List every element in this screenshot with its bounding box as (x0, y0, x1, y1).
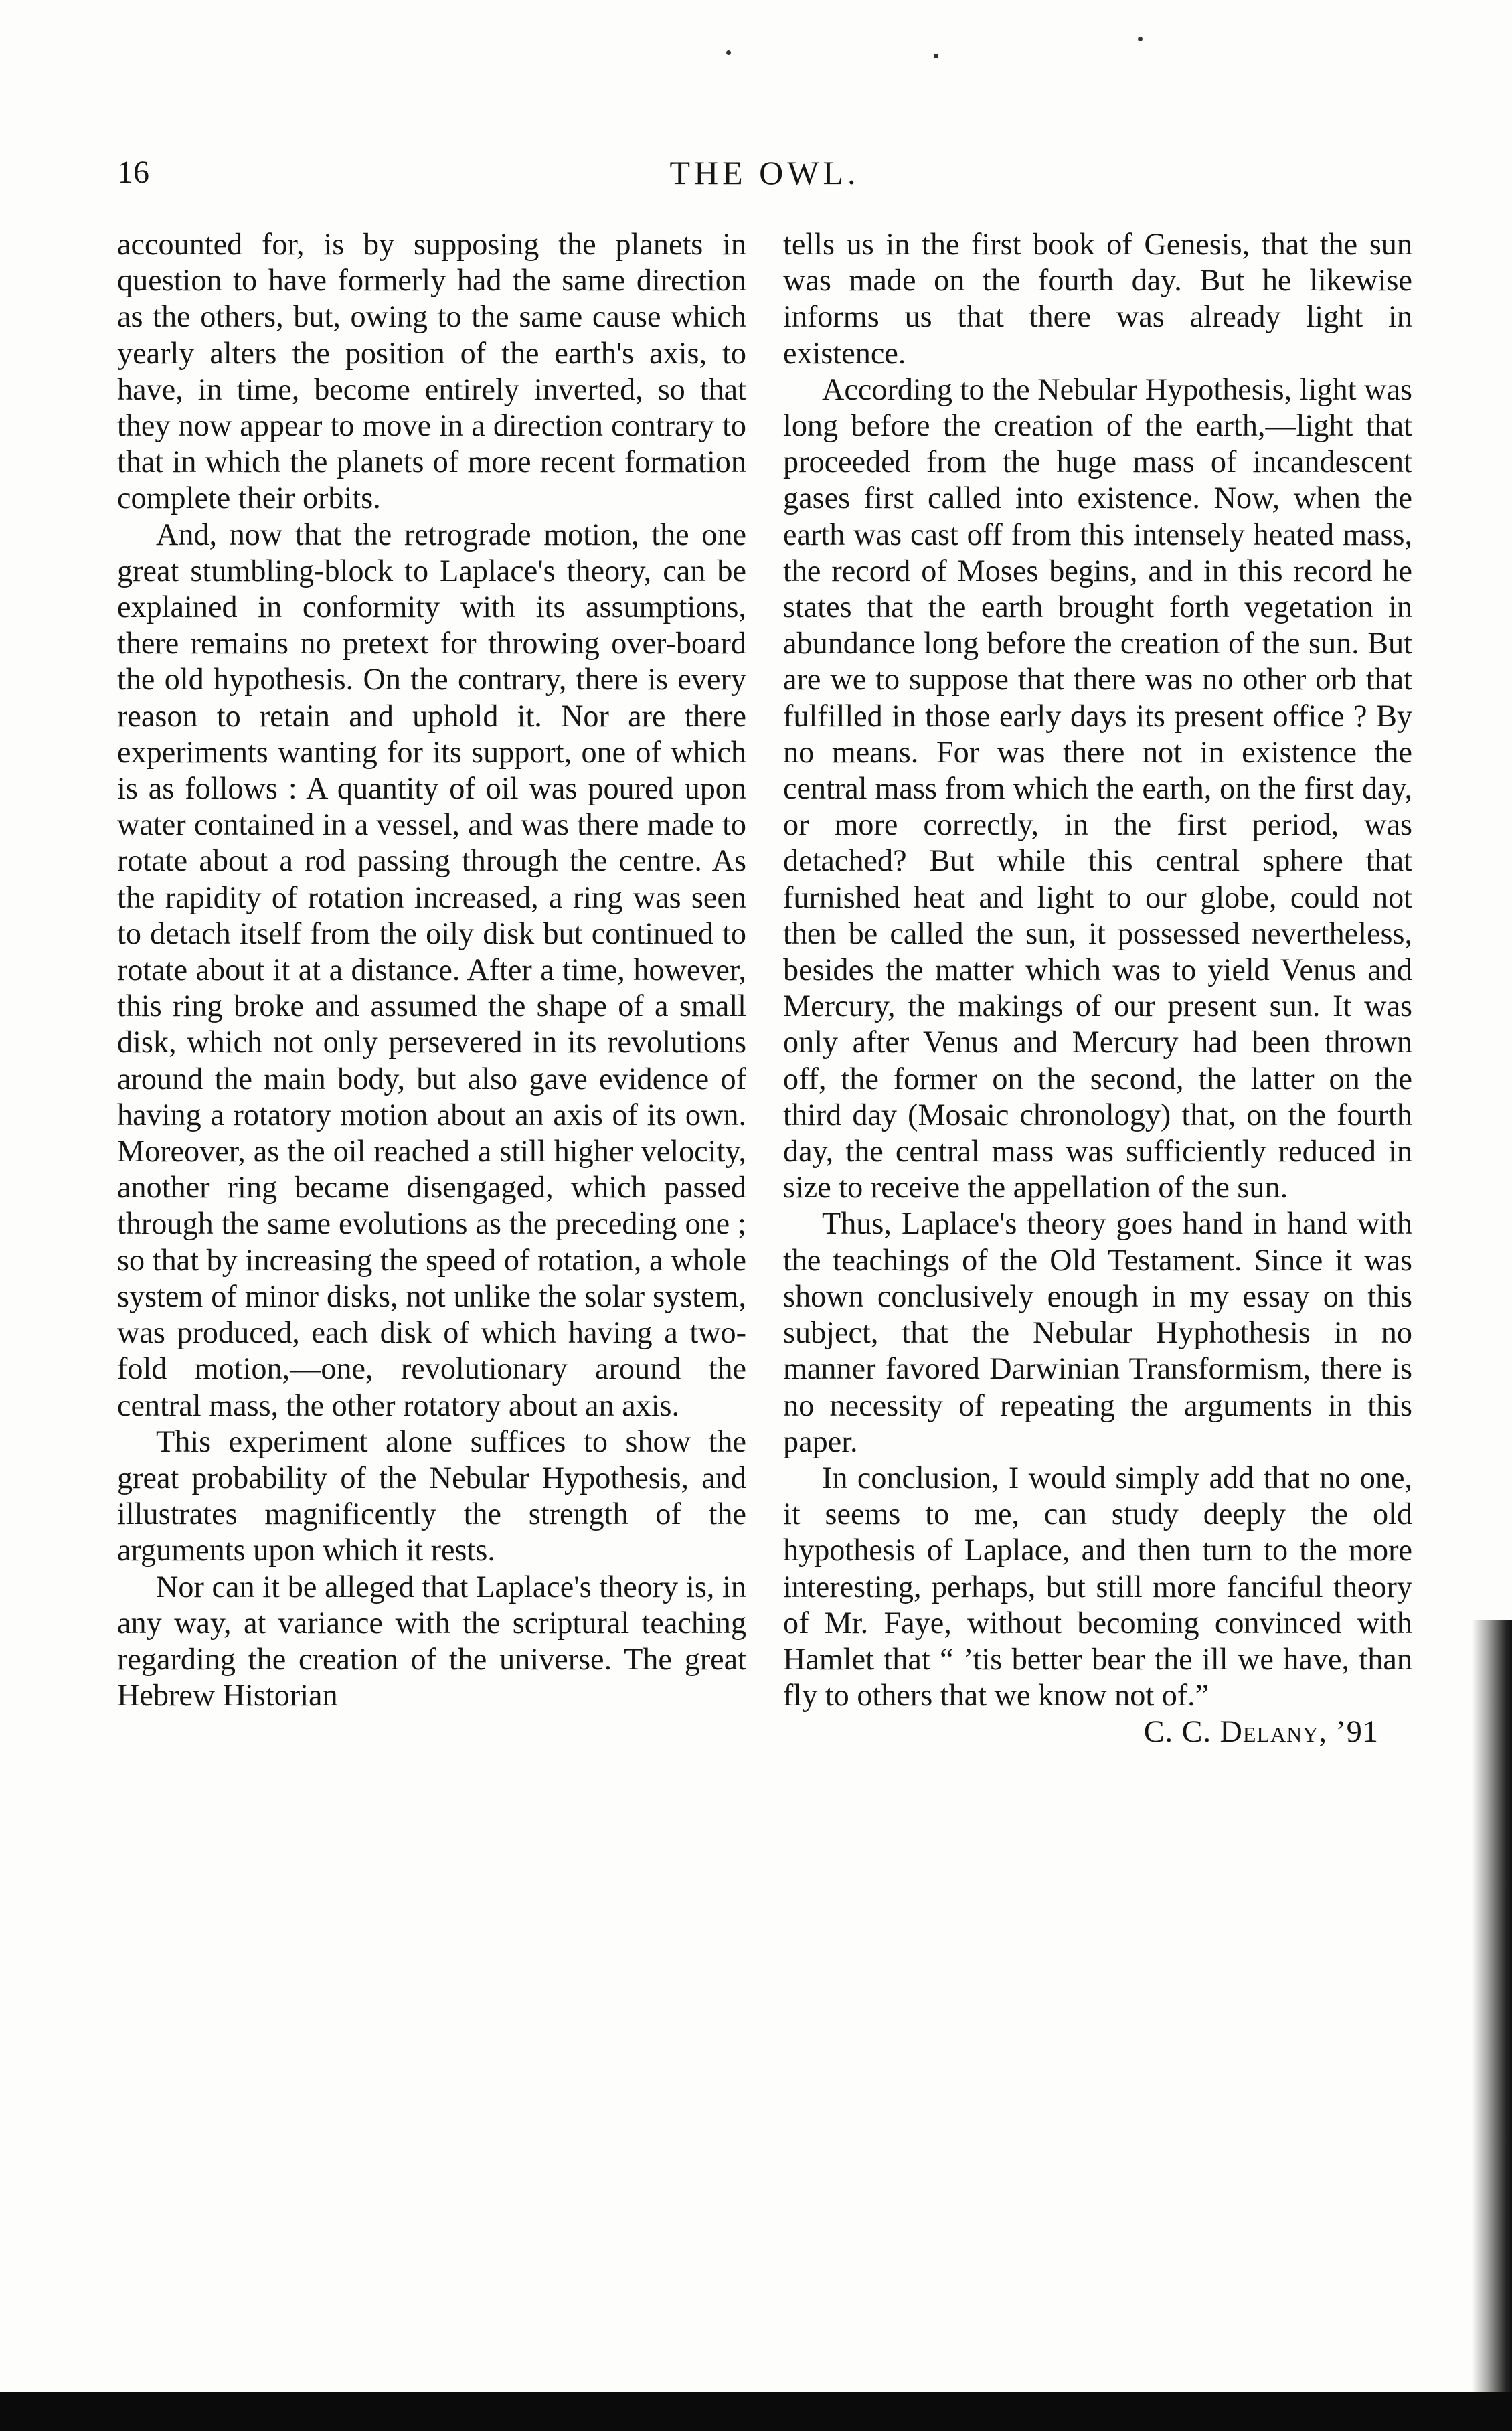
paragraph-continued: accounted for, is by supposing the planets in question to have formerly had the same direction as the others, but, owing to the same cause which yearly alters the position of the earth's axis, to have, in time, become entirely inverted, so that they now appear to move in a direction contrary to that in which the planets of more recent formation complete their orbits. (117, 227, 746, 515)
page-header (117, 154, 1412, 201)
scan-speck (1138, 37, 1143, 41)
paragraph: In conclusion, I would simply add that no one, it seems to me, can study deeply the old hypothesis of Laplace, and then turn to the more interesting, perhaps, but still more fanciful theory of Mr. Faye, without becoming convinced with Hamlet that “ ’tis better bear the ill we have, than fly to others that we know not of.” (783, 1460, 1412, 1713)
paragraph: And, now that the retrograde motion, the one great stumbling-block to Laplace's theory, can be explained in conformity with its assumptions, there remains no pretext for throwing over-board the old hypothesis. On the contrary, there is every reason to retain and uphold it. Nor are there experiments wanting for its support, one of which is as follows : A quantity of oil was poured upon water contained in a vessel, and was there made to rotate about a rod passing through the centre. As the rapidity of rotation increased, a ring was seen to detach itself from the oily disk but continued to rotate about it at a distance. After a time, however, this ring broke and assumed the shape of a small disk, which not only persevered in its revolutions around the main body, but also gave evidence of having a rotatory motion about an axis of its own. Moreover, as the oil reached a still higher velocity, another ring became disengaged, which passed through the same evolutions as the preceding one ; so that by increasing the speed of rotation, a whole system of minor disks, not unlike the solar system, was produced, each disk of which having a two-fold motion,—one, revolutionary around the central mass, the other rotatory about an axis. (117, 517, 746, 1422)
paragraph: Thus, Laplace's theory goes hand in hand with the teachings of the Old Testament. Since it was shown conclusively enough in my essay on this subject, that the Nebular Hyphothesis in no manner favored Darwinian Transformism, there is no necessity of repeating the arguments in this paper. (783, 1206, 1412, 1458)
bottom-scan-border (0, 2392, 1512, 2431)
scan-speck (726, 50, 731, 55)
binding-shadow (1472, 1620, 1512, 2396)
page-number: 16 (117, 155, 149, 190)
signature-initials: C. C. (1143, 1714, 1211, 1749)
paragraph: Nor can it be alleged that Laplace's theory is, in any way, at variance with the scriptural teaching regarding the creation of the universe. The great Hebrew Historian (117, 1569, 746, 1713)
author-signature (783, 1713, 1412, 1750)
signature-year: , ’91 (1319, 1714, 1379, 1749)
signature-surname: Delany (1220, 1714, 1319, 1749)
paragraph: According to the Nebular Hypothesis, light was long before the creation of the earth,—light that proceeded from the huge mass of incandescent gases first called into existence. Now, when the earth was cast off from this intensely heated mass, the record of Moses begins, and in this record he states that the earth brought forth vegetation in abundance long before the creation of the sun. But are we to suppose that there was no other orb that fulfilled in those early days its present office ? By no means. For was there not in existence the central mass from which the earth, on the first day, or more correctly, in the first period, was detached? But while this central sphere that furnished heat and light to our globe, could not then be called the sun, it possessed nevertheless, besides the matter which was to yield Venus and Mercury, the makings of our present sun. It was only after Venus and Mercury had been thrown off, the former on the second, the latter on the third day (Mosaic chronology) that, on the fourth day, the central mass was sufficiently reduced in size to receive the appellation of the sun. (783, 371, 1412, 1205)
paragraph-continued: tells us in the first book of Genesis, that the sun was made on the fourth day. But he likewise informs us that there was already light in existence. (783, 227, 1412, 370)
right-column (783, 226, 1412, 1750)
running-title: THE OWL. (669, 154, 860, 191)
left-column (117, 226, 746, 1713)
paragraph: This experiment alone suffices to show the great probability of the Nebular Hypothesis, and illustrates magnificently the strength of the arguments upon which it rests. (117, 1424, 746, 1568)
scan-speck (934, 54, 938, 58)
